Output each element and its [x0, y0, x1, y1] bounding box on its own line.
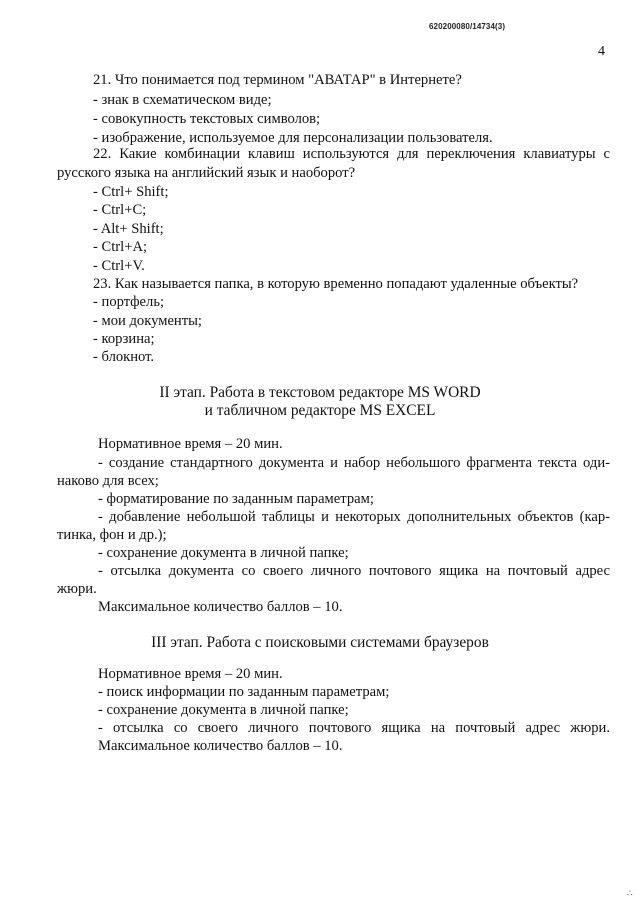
- stage2-title-line-2: и табличном редакторе MS EXCEL: [204, 402, 436, 419]
- stage2-time: Нормативное время – 20 мин.: [98, 436, 283, 452]
- question-21-option-1: - знак в схематическом виде;: [93, 92, 272, 108]
- page-number: 4: [598, 44, 605, 59]
- stage3-item-1: - поиск информации по заданным параметрам;: [98, 684, 390, 700]
- stage2-item-3-line-1: - добавление небольшой таблицы и некоторых дополнительных объектов (кар-: [98, 509, 610, 525]
- question-22-option-4: - Ctrl+A;: [93, 239, 148, 255]
- question-23-option-4: - блокнот.: [93, 349, 155, 365]
- stage2-item-4: - сохранение документа в личной папке;: [98, 545, 349, 561]
- stage3-title: III этап. Работа с поисковыми системами браузеров: [151, 634, 489, 651]
- stage2-item-1-line-2: наково для всех;: [57, 473, 159, 489]
- stage3-item-2: - сохранение документа в личной папке;: [98, 702, 349, 718]
- question-23: 23. Как называется папка, в которую временно попадают удаленные объекты?: [93, 276, 579, 292]
- document-id: 620200080/14734(3): [429, 22, 506, 31]
- question-21-option-3: - изображение, используемое для персонализации пользователя.: [93, 130, 493, 146]
- question-22-line-2: русского языка на английский язык и наоборот?: [57, 165, 356, 181]
- corner-mark: ∴: [627, 888, 633, 898]
- stage2-item-1-line-1: - создание стандартного документа и набор небольшого фрагмента текста оди-: [98, 455, 610, 471]
- question-23-option-2: - мои документы;: [93, 313, 202, 329]
- stage3-max-score: Максимальное количество баллов – 10.: [98, 738, 343, 754]
- stage2-max-score: Максимальное количество баллов – 10.: [98, 599, 343, 615]
- question-22-option-2: - Ctrl+C;: [93, 202, 147, 218]
- question-22-option-1: - Ctrl+ Shift;: [93, 184, 169, 200]
- stage2-title-line-1: II этап. Работа в текстовом редакторе MS WORD: [159, 384, 481, 401]
- question-22-option-5: - Ctrl+V.: [93, 258, 145, 274]
- stage2-item-3-line-2: тинка, фон и др.);: [57, 527, 167, 543]
- question-21: 21. Что понимается под термином "АВАТАР" в Интернете?: [93, 72, 462, 88]
- stage3-time: Нормативное время – 20 мин.: [98, 666, 283, 682]
- question-23-option-3: - корзина;: [93, 331, 155, 347]
- question-22-line-1: 22. Какие комбинации клавиш используются для переключения клавиатуры с: [93, 146, 610, 162]
- stage3-item-3: - отсылка со своего личного почтового ящика на почтовый адрес жюри.: [98, 720, 610, 736]
- stage2-item-2: - форматирование по заданным параметрам;: [98, 491, 374, 507]
- question-22-option-3: - Alt+ Shift;: [93, 221, 164, 237]
- stage2-item-5-line-1: - отсылка документа со своего личного почтового ящика на почтовый адрес: [98, 563, 610, 579]
- question-23-option-1: - портфель;: [93, 294, 165, 310]
- stage2-item-5-line-2: жюри.: [57, 581, 97, 597]
- question-21-option-2: - совокупность текстовых символов;: [93, 111, 321, 127]
